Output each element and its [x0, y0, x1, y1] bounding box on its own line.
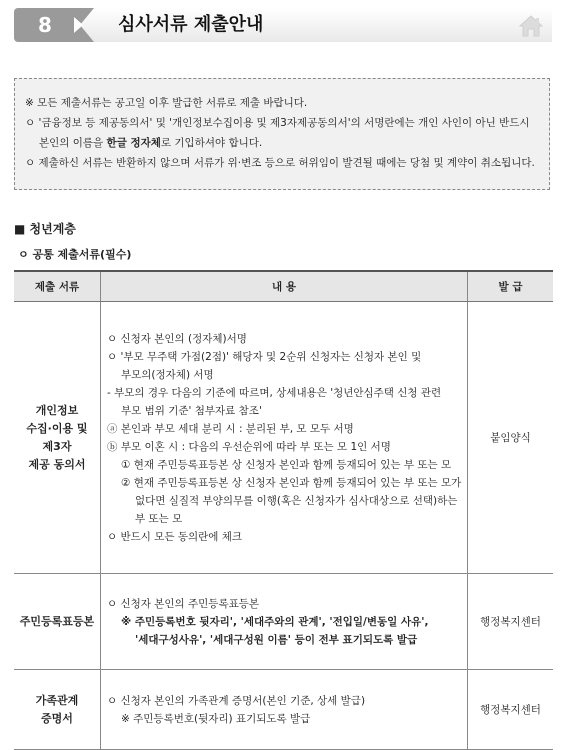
detail-line: '세대구성사유', '세대구성원 이름' 등이 전부 표기되도록 발급 — [135, 633, 418, 646]
detail-line: ㅇ 신청자 본인의 주민등록표등본 — [107, 597, 260, 610]
detail-line: ㅇ 신청자 본인의 가족관계 증명서(본인 기준, 상세 발급) — [107, 694, 366, 707]
column-header: 발 급 — [468, 271, 554, 302]
document-name-line: 주민등록표등본 — [19, 614, 95, 628]
section-number: 8 — [38, 13, 52, 37]
notice-bold-text: 한글 정자체 — [106, 137, 161, 149]
notice-line: ㅇ 제출하신 서류는 반환하지 않으며 서류가 위·변조 등으로 허위임이 발견될 때에는 당첨 및 계약이 취소됩니다. — [25, 157, 535, 169]
document-name-line: 수집·이용 및 — [26, 421, 88, 435]
document-name — [14, 302, 101, 574]
detail-line: ※ 주민등록번호 뒷자리', '세대주와의 관계', '전입일/변동일 사유', — [121, 615, 429, 628]
detail-line: ⓐ 본인과 부모 세대 분리 시 : 분리된 부, 모 모두 서명 — [107, 422, 354, 435]
detail-line: ㅇ 신청자 본인의 (정자체)서명 — [107, 332, 247, 345]
section-subtitle: ㅇ 공통 제출서류(필수) — [18, 248, 132, 261]
arrow-icon — [74, 17, 83, 33]
detail-line: - 부모의 경우 다음의 기준에 따르며, 상세내용은 '청년안심주택 신청 관련 — [107, 386, 442, 399]
document-name-line: 가족관계 — [35, 693, 79, 707]
notice-text: 본인의 이름을 — [39, 137, 107, 149]
document-details — [101, 302, 468, 574]
document-name-line: 제3자 — [42, 439, 72, 453]
document-name — [14, 670, 101, 750]
documents-table — [14, 270, 553, 750]
issuer: 행정복지센터 — [468, 574, 554, 670]
notice-text: 로 기입하셔야 합니다. — [160, 137, 263, 149]
document-name-line: 제공 동의서 — [28, 457, 86, 471]
detail-line: ⓑ 부모 이혼 시 : 다음의 우선순위에 따라 부 또는 모 1인 서명 — [107, 440, 391, 453]
section-header — [14, 8, 552, 42]
detail-line: 없다면 실질적 부양의무를 이행(혹은 신청자가 심사대상으로 선택)하는 — [135, 494, 458, 507]
column-header: 내 용 — [101, 271, 468, 302]
table-row — [14, 670, 553, 750]
detail-line: ㅇ 반드시 모든 동의란에 체크 — [107, 530, 243, 543]
home-icon — [518, 14, 544, 38]
section-title: ■ 청년계층 — [14, 222, 76, 236]
notice-line: ※ 모든 제출서류는 공고일 이후 발급한 서류로 제출 바랍니다. — [25, 97, 308, 109]
document-details — [101, 574, 468, 670]
notice-line — [25, 133, 539, 153]
detail-line: ※ 주민등록번호(뒷자리) 표기되도록 발급 — [121, 712, 311, 725]
detail-line: 부 또는 모 — [135, 512, 183, 525]
page-title: 심사서류 제출안내 — [118, 14, 264, 35]
detail-line: ① 현재 주민등록표등본 상 신청자 본인과 함께 등재되어 있는 부 또는 모 — [121, 458, 452, 471]
document-name — [14, 574, 101, 670]
issuer: 행정복지센터 — [468, 670, 554, 750]
table-row — [14, 574, 553, 670]
document-details — [101, 670, 468, 750]
document-name-line: 증명서 — [41, 711, 73, 725]
detail-line: ② 현재 주민등록표등본 상 신청자 본인과 함께 등재되어 있는 부 또는 모가 — [121, 476, 462, 489]
column-header: 제출 서류 — [14, 271, 101, 302]
detail-line: 부모의(정자체) 서명 — [121, 368, 214, 381]
issuer: 붙임양식 — [468, 302, 554, 574]
table-row — [14, 302, 553, 574]
detail-line: 부모 범위 기준' 첨부자료 참조' — [121, 404, 262, 417]
detail-line: ㅇ '부모 무주택 가점(2점)' 해당자 및 2순위 신청자는 신청자 본인 및 — [107, 350, 422, 363]
document-name-line: 개인정보 — [35, 403, 79, 417]
notice-box — [14, 78, 550, 190]
notice-line: ㅇ '금융정보 등 제공동의서' 및 '개인정보수집이용 및 제3자제공동의서'의 서명란에는 개인 사인이 아닌 반드시 — [25, 117, 530, 129]
table-header-row — [14, 271, 553, 302]
